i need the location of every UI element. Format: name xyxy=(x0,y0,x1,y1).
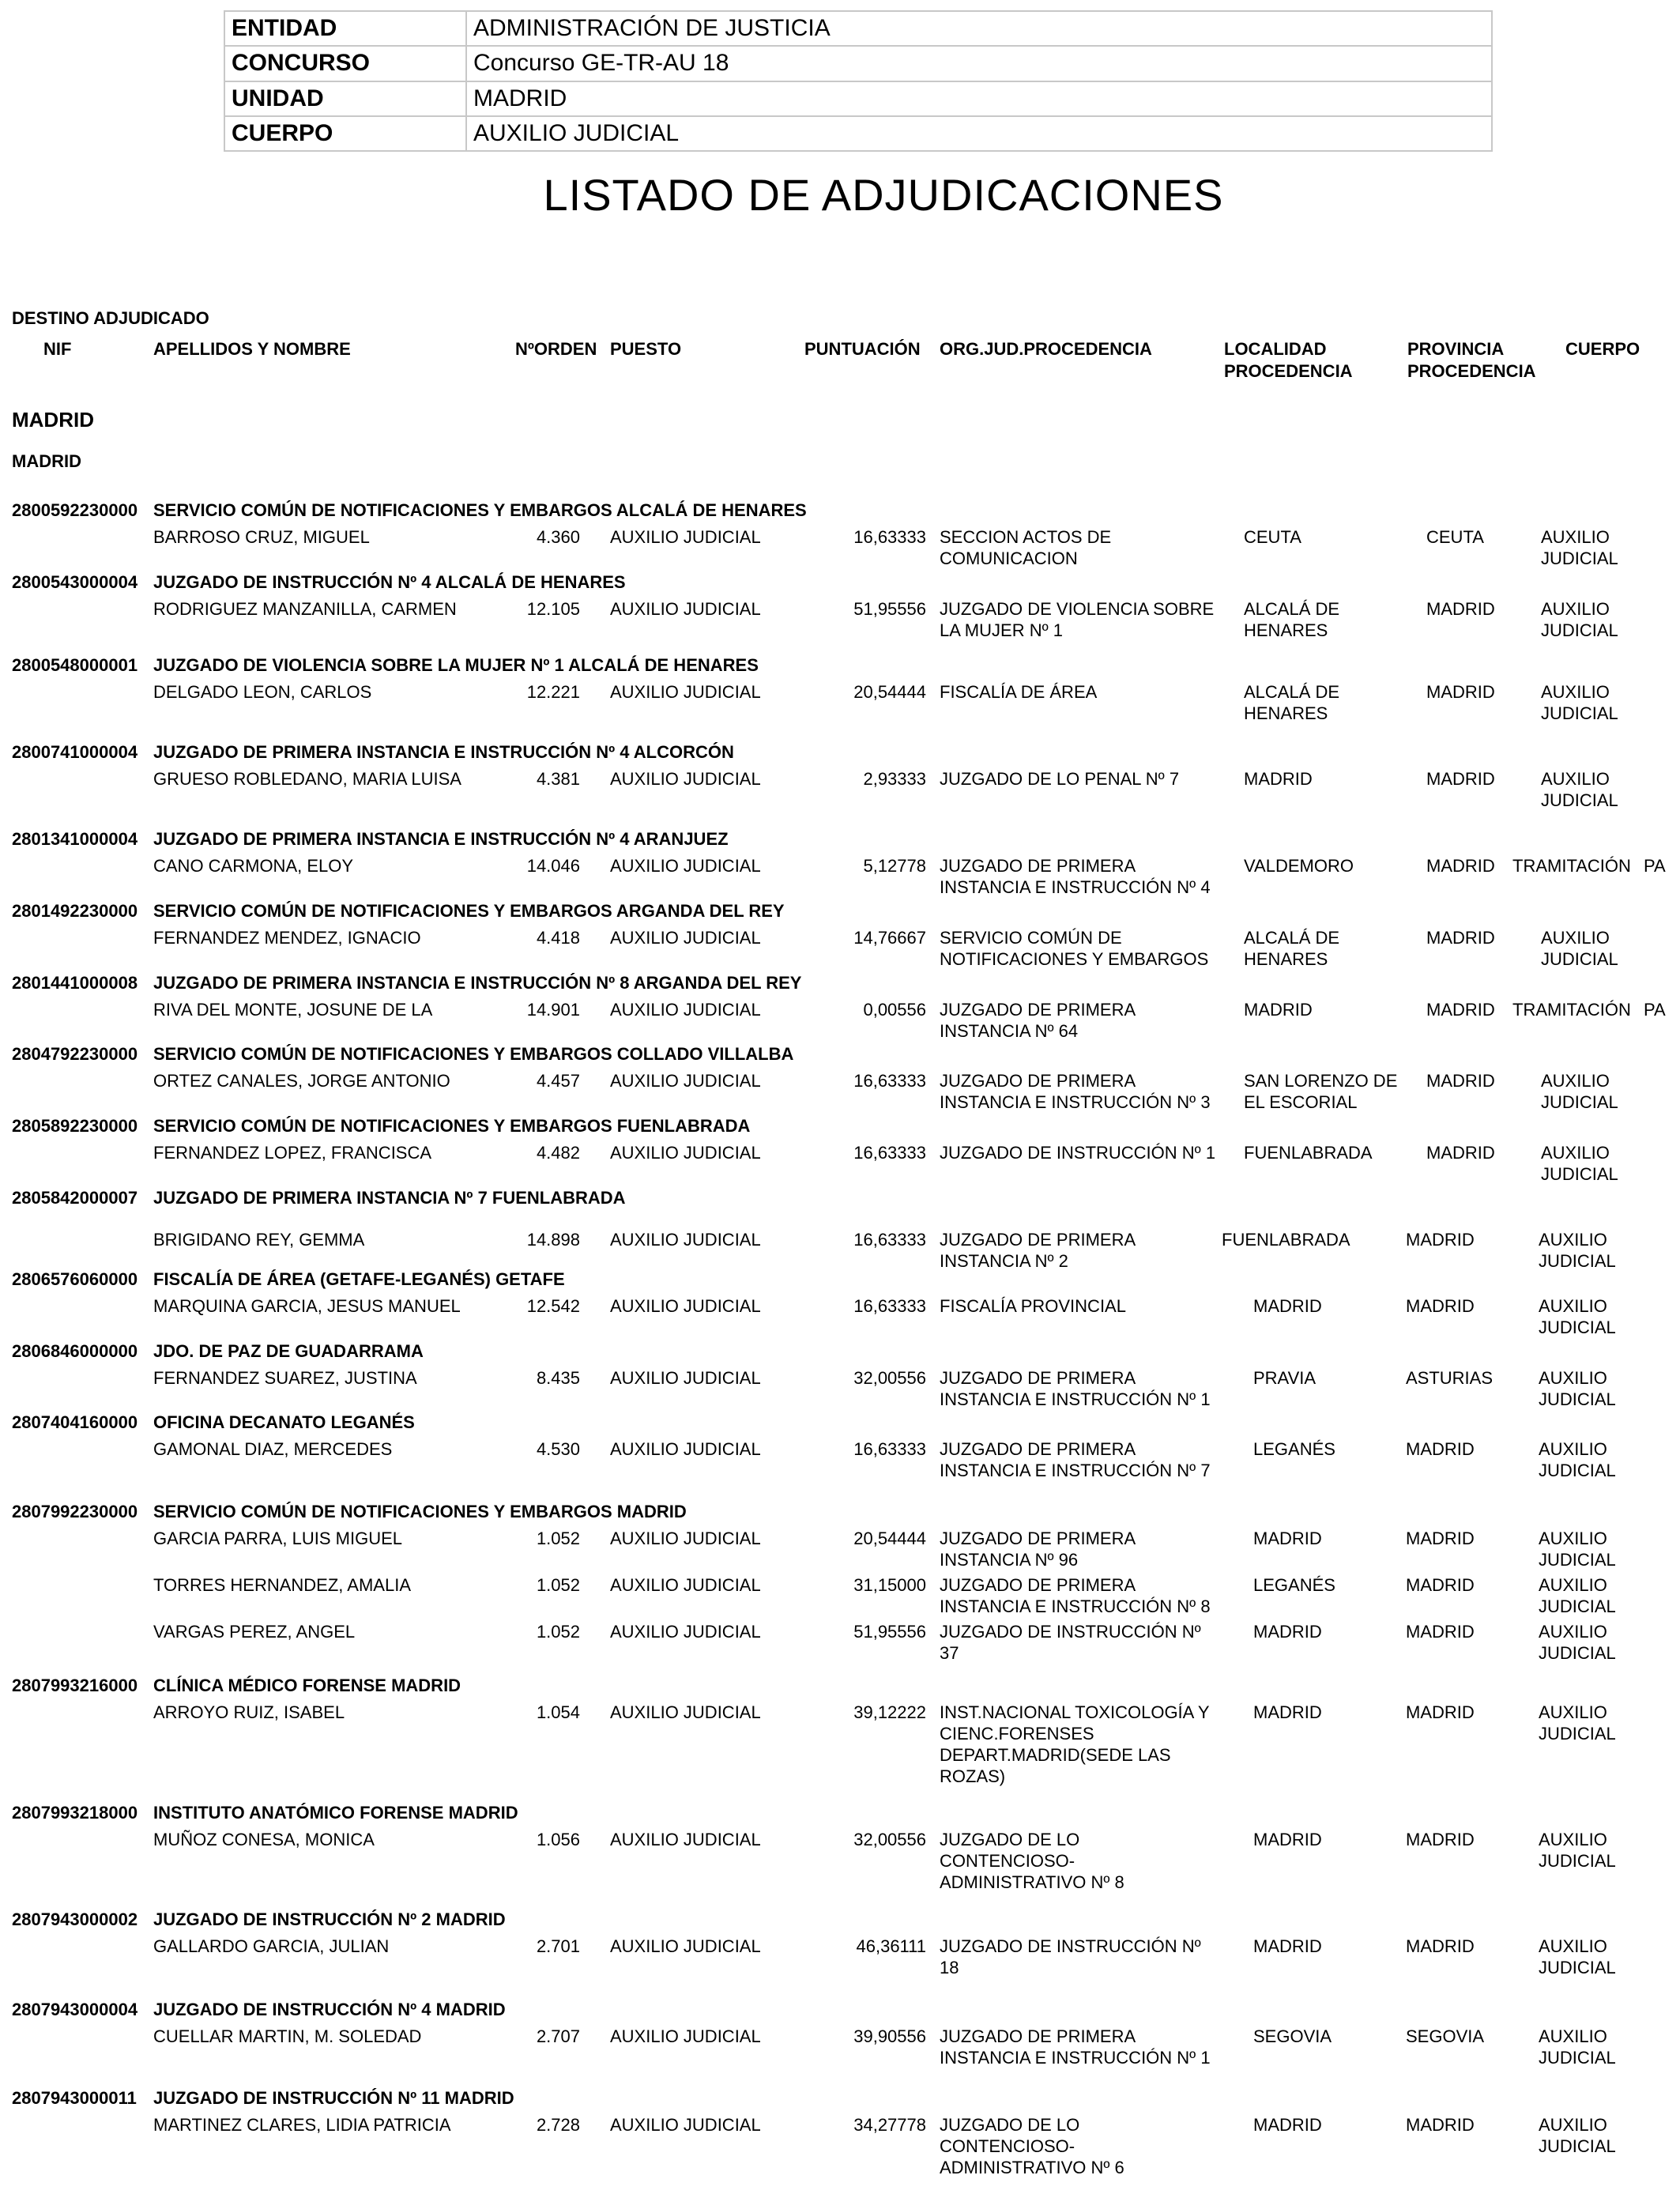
destino-org: CLÍNICA MÉDICO FORENSE MADRID xyxy=(153,1676,461,1695)
cell-provincia: MADRID xyxy=(1426,769,1495,789)
cell-orden: 12.221 xyxy=(526,682,580,702)
cell-localidad: MADRID xyxy=(1253,1830,1322,1849)
adjudicacion-row xyxy=(0,999,1680,1046)
destino-org: OFICINA DECANATO LEGANÉS xyxy=(153,1412,415,1432)
destino-nif: 2801441000008 xyxy=(12,973,138,993)
destino-nif: 2807993218000 xyxy=(12,1803,138,1823)
cell-puntuacion: 39,90556 xyxy=(853,2026,926,2046)
col-nif: NIF xyxy=(43,339,72,359)
destino-group xyxy=(0,1412,1680,1486)
destino-org: JUZGADO DE PRIMERA INSTANCIA Nº 7 FUENLABRADA xyxy=(153,1188,626,1208)
destino-org: SERVICIO COMÚN DE NOTIFICACIONES Y EMBARGOS COLLADO VILLALBA xyxy=(153,1044,794,1064)
destino-header: DESTINO ADJUDICADO xyxy=(12,308,209,328)
info-key: CUERPO xyxy=(224,116,466,151)
cell-nombre: CANO CARMONA, ELOY xyxy=(153,856,354,876)
cell-nombre: GAMONAL DIAZ, MERCEDES xyxy=(153,1439,393,1459)
cell-puntuacion: 0,00556 xyxy=(863,1000,926,1020)
cell-puesto: AUXILIO JUDICIAL xyxy=(610,682,761,702)
cell-puntuacion: 20,54444 xyxy=(853,1529,926,1548)
cell-org-procedencia: SECCION ACTOS DE COMUNICACION xyxy=(940,527,1112,568)
cell-org-procedencia: JUZGADO DE PRIMERA INSTANCIA E INSTRUCCIÓN Nº 1 xyxy=(940,1368,1211,1409)
cell-provincia: MADRID xyxy=(1406,1439,1475,1459)
destino-org: FISCALÍA DE ÁREA (GETAFE-LEGANÉS) GETAFE xyxy=(153,1269,565,1289)
col-apellidos: APELLIDOS Y NOMBRE xyxy=(153,339,351,359)
cell-cuerpo: AUXILIO JUDICIAL xyxy=(1541,682,1618,723)
info-value: Concurso GE-TR-AU 18 xyxy=(466,46,1492,81)
cell-nombre: MUÑOZ CONESA, MONICA xyxy=(153,1830,375,1849)
adjudicacion-row xyxy=(0,1070,1680,1118)
cell-orden: 1.054 xyxy=(536,1702,580,1722)
cell-cuerpo: TRAMITACIÓN xyxy=(1512,1000,1631,1020)
destino-nif: 2807993216000 xyxy=(12,1676,138,1695)
cell-localidad: CEUTA xyxy=(1244,527,1301,547)
cell-nombre: ARROYO RUIZ, ISABEL xyxy=(153,1702,345,1722)
cell-localidad: ALCALÁ DE HENARES xyxy=(1244,599,1340,640)
cell-localidad: MADRID xyxy=(1253,1702,1322,1722)
cell-puntuacion: 14,76667 xyxy=(853,928,926,948)
cell-org-procedencia: SERVICIO COMÚN DE NOTIFICACIONES Y EMBARGOS xyxy=(940,928,1209,969)
adjudicacion-row xyxy=(0,1367,1680,1415)
cell-cuerpo: AUXILIO JUDICIAL xyxy=(1541,1071,1618,1112)
cell-orden: 12.105 xyxy=(526,599,580,619)
destino-org: JUZGADO DE PRIMERA INSTANCIA E INSTRUCCIÓN Nº 8 ARGANDA DEL REY xyxy=(153,973,802,993)
adjudicacion-row xyxy=(0,768,1680,816)
cell-cuerpo: AUXILIO JUDICIAL xyxy=(1539,1529,1616,1570)
cell-cuerpo: AUXILIO JUDICIAL xyxy=(1541,928,1618,969)
destino-group xyxy=(0,2000,1680,2073)
cell-puntuacion: 16,63333 xyxy=(853,1296,926,1316)
destino-group xyxy=(0,572,1680,646)
cell-puntuacion: 16,63333 xyxy=(853,1230,926,1250)
cell-puesto: AUXILIO JUDICIAL xyxy=(610,1143,761,1163)
cell-puesto: AUXILIO JUDICIAL xyxy=(610,1071,761,1091)
adjudicacion-row xyxy=(0,1702,1680,1796)
destino-nif: 2805892230000 xyxy=(12,1116,138,1136)
cell-puesto: AUXILIO JUDICIAL xyxy=(610,1439,761,1459)
cell-nombre: DELGADO LEON, CARLOS xyxy=(153,682,372,702)
cell-cuerpo: AUXILIO JUDICIAL xyxy=(1539,1702,1616,1744)
adjudicacion-row xyxy=(0,1574,1680,1621)
cell-puesto: AUXILIO JUDICIAL xyxy=(610,1000,761,1020)
info-key: CONCURSO xyxy=(224,46,466,81)
cell-cuerpo: AUXILIO JUDICIAL xyxy=(1539,1296,1616,1337)
cell-provincia: MADRID xyxy=(1426,1071,1495,1091)
col-cuerpo: CUERPO xyxy=(1565,339,1640,359)
destino-org: SERVICIO COMÚN DE NOTIFICACIONES Y EMBARGOS ALCALÁ DE HENARES xyxy=(153,500,807,520)
cell-localidad: SAN LORENZO DE EL ESCORIAL xyxy=(1244,1071,1398,1112)
cell-org-procedencia: JUZGADO DE INSTRUCCIÓN Nº 18 xyxy=(940,1936,1201,1977)
adjudicacion-row xyxy=(0,1829,1680,1900)
cell-orden: 1.052 xyxy=(536,1529,580,1548)
cell-org-procedencia: JUZGADO DE PRIMERA INSTANCIA E INSTRUCCIÓN Nº 8 xyxy=(940,1575,1211,1616)
cell-localidad: FUENLABRADA xyxy=(1244,1143,1373,1163)
cell-puntuacion: 39,12222 xyxy=(853,1702,926,1722)
cell-org-procedencia: JUZGADO DE PRIMERA INSTANCIA Nº 2 xyxy=(940,1230,1135,1271)
cell-cuerpo: AUXILIO JUDICIAL xyxy=(1539,1439,1616,1480)
destino-row xyxy=(0,1116,1680,1142)
cell-provincia: MADRID xyxy=(1426,599,1495,619)
cell-cuerpo: AUXILIO JUDICIAL xyxy=(1539,1936,1616,1977)
cell-cuerpo-extra: PA xyxy=(1644,1000,1666,1020)
cell-org-procedencia: JUZGADO DE LO PENAL Nº 7 xyxy=(940,769,1180,789)
cell-puesto: AUXILIO JUDICIAL xyxy=(610,928,761,948)
cell-localidad: VALDEMORO xyxy=(1244,856,1354,876)
cell-puesto: AUXILIO JUDICIAL xyxy=(610,1830,761,1849)
cell-puesto: AUXILIO JUDICIAL xyxy=(610,1230,761,1250)
destino-group xyxy=(0,1502,1680,1668)
cell-puntuacion: 31,15000 xyxy=(853,1575,926,1595)
cell-puesto: AUXILIO JUDICIAL xyxy=(610,527,761,547)
cell-puntuacion: 16,63333 xyxy=(853,1071,926,1091)
cell-cuerpo: AUXILIO JUDICIAL xyxy=(1539,2115,1616,2156)
cell-org-procedencia: JUZGADO DE PRIMERA INSTANCIA E INSTRUCCIÓN Nº 3 xyxy=(940,1071,1211,1112)
destino-group xyxy=(0,1909,1680,1983)
adjudicacion-row xyxy=(0,1142,1680,1189)
cell-localidad: SEGOVIA xyxy=(1253,2026,1332,2046)
cell-puntuacion: 16,63333 xyxy=(853,527,926,547)
cell-cuerpo: TRAMITACIÓN xyxy=(1512,856,1631,876)
col-org: ORG.JUD.PROCEDENCIA xyxy=(940,339,1152,359)
destino-row xyxy=(0,829,1680,855)
destino-org: JUZGADO DE INSTRUCCIÓN Nº 2 MADRID xyxy=(153,1909,506,1929)
cell-org-procedencia: JUZGADO DE INSTRUCCIÓN Nº 1 xyxy=(940,1143,1216,1163)
info-row-entidad xyxy=(224,11,1492,46)
destino-org: SERVICIO COMÚN DE NOTIFICACIONES Y EMBARGOS MADRID xyxy=(153,1502,687,1521)
cell-cuerpo-extra: PA xyxy=(1644,856,1666,876)
cell-provincia: ASTURIAS xyxy=(1406,1368,1494,1388)
cell-puesto: AUXILIO JUDICIAL xyxy=(610,1702,761,1722)
destino-org: INSTITUTO ANATÓMICO FORENSE MADRID xyxy=(153,1803,518,1823)
info-value: AUXILIO JUDICIAL xyxy=(466,116,1492,151)
cell-localidad: FUENLABRADA xyxy=(1222,1230,1350,1250)
info-value: ADMINISTRACIÓN DE JUSTICIA xyxy=(466,11,1492,46)
destino-group xyxy=(0,1341,1680,1415)
cell-puesto: AUXILIO JUDICIAL xyxy=(610,769,761,789)
cell-localidad: LEGANÉS xyxy=(1253,1439,1335,1459)
cell-orden: 14.898 xyxy=(526,1230,580,1250)
destino-row xyxy=(0,500,1680,526)
cell-org-procedencia: JUZGADO DE VIOLENCIA SOBRE LA MUJER Nº 1 xyxy=(940,599,1215,640)
destino-group xyxy=(0,500,1680,574)
cell-localidad: MADRID xyxy=(1244,769,1313,789)
destino-group xyxy=(0,1803,1680,1900)
cell-nombre: GARCIA PARRA, LUIS MIGUEL xyxy=(153,1529,403,1548)
adjudicacion-row xyxy=(0,1621,1680,1668)
cell-provincia: MADRID xyxy=(1426,682,1495,702)
cell-orden: 4.381 xyxy=(536,769,580,789)
cell-puntuacion: 16,63333 xyxy=(853,1143,926,1163)
cell-cuerpo: AUXILIO JUDICIAL xyxy=(1539,2026,1616,2068)
destino-row xyxy=(0,1044,1680,1070)
cell-puntuacion: 32,00556 xyxy=(853,1368,926,1388)
cell-org-procedencia: JUZGADO DE INSTRUCCIÓN Nº 37 xyxy=(940,1622,1201,1663)
destino-row xyxy=(0,973,1680,999)
cell-provincia: MADRID xyxy=(1406,1529,1475,1548)
destino-org: JUZGADO DE INSTRUCCIÓN Nº 11 MADRID xyxy=(153,2088,514,2108)
cell-localidad: LEGANÉS xyxy=(1253,1575,1335,1595)
adjudicacion-row xyxy=(0,681,1680,729)
destino-row xyxy=(0,901,1680,927)
cell-cuerpo: AUXILIO JUDICIAL xyxy=(1539,1830,1616,1871)
adjudicacion-row xyxy=(0,2026,1680,2073)
destino-nif: 2807992230000 xyxy=(12,1502,138,1521)
cell-provincia: MADRID xyxy=(1406,1622,1475,1642)
cell-org-procedencia: FISCALÍA PROVINCIAL xyxy=(940,1296,1126,1316)
cell-orden: 14.901 xyxy=(526,1000,580,1020)
cell-nombre: FERNANDEZ MENDEZ, IGNACIO xyxy=(153,928,421,948)
destino-group xyxy=(0,1044,1680,1118)
destino-row xyxy=(0,1676,1680,1702)
info-value: MADRID xyxy=(466,81,1492,116)
destino-org: SERVICIO COMÚN DE NOTIFICACIONES Y EMBARGOS ARGANDA DEL REY xyxy=(153,901,785,921)
cell-org-procedencia: JUZGADO DE PRIMERA INSTANCIA Nº 96 xyxy=(940,1529,1135,1570)
destino-org: JUZGADO DE PRIMERA INSTANCIA E INSTRUCCIÓN Nº 4 ARANJUEZ xyxy=(153,829,729,849)
adjudicacion-row xyxy=(0,598,1680,646)
col-puntuacion: PUNTUACIÓN xyxy=(804,339,921,359)
cell-puntuacion: 32,00556 xyxy=(853,1830,926,1849)
destino-nif: 2804792230000 xyxy=(12,1044,138,1064)
cell-orden: 14.046 xyxy=(526,856,580,876)
destino-group xyxy=(0,829,1680,903)
cell-provincia: MADRID xyxy=(1426,928,1495,948)
cell-cuerpo: AUXILIO JUDICIAL xyxy=(1539,1368,1616,1409)
destino-row xyxy=(0,1502,1680,1528)
col-orden: NºORDEN xyxy=(515,339,597,359)
cell-orden: 8.435 xyxy=(536,1368,580,1388)
destino-nif: 2807943000004 xyxy=(12,2000,138,2019)
cell-provincia: CEUTA xyxy=(1426,527,1484,547)
cell-nombre: FERNANDEZ LOPEZ, FRANCISCA xyxy=(153,1143,432,1163)
cell-nombre: RODRIGUEZ MANZANILLA, CARMEN xyxy=(153,599,457,619)
cell-puesto: AUXILIO JUDICIAL xyxy=(610,1575,761,1595)
cell-cuerpo: AUXILIO JUDICIAL xyxy=(1539,1230,1616,1271)
destino-org: SERVICIO COMÚN DE NOTIFICACIONES Y EMBARGOS FUENLABRADA xyxy=(153,1116,751,1136)
cell-puntuacion: 20,54444 xyxy=(853,682,926,702)
destino-group xyxy=(0,742,1680,816)
cell-nombre: MARTINEZ CLARES, LIDIA PATRICIA xyxy=(153,2115,451,2135)
cell-provincia: MADRID xyxy=(1406,1296,1475,1316)
cell-cuerpo: AUXILIO JUDICIAL xyxy=(1539,1575,1616,1616)
cell-provincia: SEGOVIA xyxy=(1406,2026,1485,2046)
destino-row xyxy=(0,1269,1680,1295)
destino-nif: 2800543000004 xyxy=(12,572,138,592)
cell-nombre: RIVA DEL MONTE, JOSUNE DE LA xyxy=(153,1000,433,1020)
col-localidad: LOCALIDAD PROCEDENCIA xyxy=(1224,339,1353,381)
adjudicacion-row xyxy=(0,2114,1680,2185)
destino-nif: 2801492230000 xyxy=(12,901,138,921)
destino-row xyxy=(0,1412,1680,1438)
cell-puntuacion: 2,93333 xyxy=(863,769,926,789)
cell-org-procedencia: JUZGADO DE PRIMERA INSTANCIA E INSTRUCCIÓN Nº 7 xyxy=(940,1439,1211,1480)
cell-localidad: MADRID xyxy=(1244,1000,1313,1020)
cell-provincia: MADRID xyxy=(1426,856,1495,876)
adjudicacion-row xyxy=(0,526,1680,574)
cell-puesto: AUXILIO JUDICIAL xyxy=(610,856,761,876)
info-row-unidad xyxy=(224,81,1492,116)
cell-orden: 1.052 xyxy=(536,1622,580,1642)
destino-nif: 2801341000004 xyxy=(12,829,138,849)
destino-row xyxy=(0,655,1680,681)
cell-org-procedencia: INST.NACIONAL TOXICOLOGÍA Y CIENC.FORENSES DEPART.MADRID(SEDE LAS ROZAS) xyxy=(940,1702,1210,1786)
destino-group xyxy=(0,901,1680,974)
destino-nif: 2800741000004 xyxy=(12,742,138,762)
cell-nombre: TORRES HERNANDEZ, AMALIA xyxy=(153,1575,411,1595)
cell-localidad: ALCALÁ DE HENARES xyxy=(1244,928,1340,969)
cell-orden: 4.457 xyxy=(536,1071,580,1091)
destino-row xyxy=(0,1909,1680,1936)
destino-nif: 2807943000011 xyxy=(12,2088,137,2108)
cell-localidad: MADRID xyxy=(1253,1529,1322,1548)
col-provincia: PROVINCIA PROCEDENCIA xyxy=(1407,339,1536,381)
cell-orden: 1.052 xyxy=(536,1575,580,1595)
destino-row xyxy=(0,742,1680,768)
destino-nif: 2807943000002 xyxy=(12,1909,138,1929)
destino-org: JDO. DE PAZ DE GUADARRAMA xyxy=(153,1341,424,1361)
section-province: MADRID xyxy=(12,408,94,432)
cell-nombre: FERNANDEZ SUAREZ, JUSTINA xyxy=(153,1368,417,1388)
cell-nombre: GRUESO ROBLEDANO, MARIA LUISA xyxy=(153,769,461,789)
cell-localidad: MADRID xyxy=(1253,1296,1322,1316)
cell-org-procedencia: FISCALÍA DE ÁREA xyxy=(940,682,1098,702)
destino-group xyxy=(0,1269,1680,1343)
destino-nif: 2807404160000 xyxy=(12,1412,138,1432)
cell-provincia: MADRID xyxy=(1406,1575,1475,1595)
cell-localidad: PRAVIA xyxy=(1253,1368,1317,1388)
destino-row xyxy=(0,572,1680,598)
cell-provincia: MADRID xyxy=(1406,1702,1475,1722)
adjudicacion-row xyxy=(0,1528,1680,1574)
destino-row xyxy=(0,2000,1680,2026)
cell-cuerpo: AUXILIO JUDICIAL xyxy=(1541,1143,1618,1184)
cell-puntuacion: 16,63333 xyxy=(853,1439,926,1459)
cell-localidad: MADRID xyxy=(1253,2115,1322,2135)
destino-group xyxy=(0,1116,1680,1189)
destino-nif: 2806576060000 xyxy=(12,1269,138,1289)
cell-puntuacion: 46,36111 xyxy=(856,1936,926,1956)
destino-org: JUZGADO DE VIOLENCIA SOBRE LA MUJER Nº 1 ALCALÁ DE HENARES xyxy=(153,655,759,675)
cell-cuerpo: AUXILIO JUDICIAL xyxy=(1539,1622,1616,1663)
cell-provincia: MADRID xyxy=(1426,1000,1495,1020)
cell-orden: 4.418 xyxy=(536,928,580,948)
destino-group xyxy=(0,973,1680,1046)
destino-row xyxy=(0,2088,1680,2114)
cell-org-procedencia: JUZGADO DE PRIMERA INSTANCIA E INSTRUCCIÓN Nº 4 xyxy=(940,856,1211,897)
adjudicacion-row xyxy=(0,855,1680,903)
cell-nombre: GALLARDO GARCIA, JULIAN xyxy=(153,1936,390,1956)
section-locality: MADRID xyxy=(12,451,81,471)
cell-localidad: MADRID xyxy=(1253,1936,1322,1956)
cell-localidad: MADRID xyxy=(1253,1622,1322,1642)
cell-puesto: AUXILIO JUDICIAL xyxy=(610,1296,761,1316)
destino-group xyxy=(0,1676,1680,1796)
cell-org-procedencia: JUZGADO DE LO CONTENCIOSO-ADMINISTRATIVO Nº 6 xyxy=(940,2115,1124,2177)
cell-puesto: AUXILIO JUDICIAL xyxy=(610,1529,761,1548)
cell-provincia: MADRID xyxy=(1406,1830,1475,1849)
cell-puntuacion: 51,95556 xyxy=(853,599,926,619)
cell-org-procedencia: JUZGADO DE LO CONTENCIOSO-ADMINISTRATIVO Nº 8 xyxy=(940,1830,1124,1892)
destino-org: JUZGADO DE INSTRUCCIÓN Nº 4 ALCALÁ DE HENARES xyxy=(153,572,626,592)
destino-nif: 2805842000007 xyxy=(12,1188,138,1208)
info-key: UNIDAD xyxy=(224,81,466,116)
cell-puesto: AUXILIO JUDICIAL xyxy=(610,2026,761,2046)
destino-org: JUZGADO DE PRIMERA INSTANCIA E INSTRUCCIÓN Nº 4 ALCORCÓN xyxy=(153,742,734,762)
cell-nombre: BARROSO CRUZ, MIGUEL xyxy=(153,527,370,547)
destino-row xyxy=(0,1188,1680,1229)
cell-nombre: CUELLAR MARTIN, M. SOLEDAD xyxy=(153,2026,422,2046)
info-row-concurso xyxy=(224,46,1492,81)
destino-row xyxy=(0,1803,1680,1829)
cell-nombre: VARGAS PEREZ, ANGEL xyxy=(153,1622,356,1642)
cell-cuerpo: AUXILIO JUDICIAL xyxy=(1541,599,1618,640)
destino-nif: 2806846000000 xyxy=(12,1341,138,1361)
cell-cuerpo: AUXILIO JUDICIAL xyxy=(1541,769,1618,810)
cell-nombre: BRIGIDANO REY, GEMMA xyxy=(153,1230,365,1250)
cell-puesto: AUXILIO JUDICIAL xyxy=(610,599,761,619)
col-puesto: PUESTO xyxy=(610,339,682,359)
cell-provincia: MADRID xyxy=(1406,1230,1475,1250)
cell-puesto: AUXILIO JUDICIAL xyxy=(610,1368,761,1388)
cell-org-procedencia: JUZGADO DE PRIMERA INSTANCIA E INSTRUCCIÓN Nº 1 xyxy=(940,2026,1211,2068)
cell-orden: 4.530 xyxy=(536,1439,580,1459)
cell-nombre: ORTEZ CANALES, JORGE ANTONIO xyxy=(153,1071,450,1091)
destino-group xyxy=(0,655,1680,729)
cell-orden: 1.056 xyxy=(536,1830,580,1849)
cell-puesto: AUXILIO JUDICIAL xyxy=(610,2115,761,2135)
cell-orden: 2.728 xyxy=(536,2115,580,2135)
info-row-cuerpo xyxy=(224,116,1492,151)
destino-group xyxy=(0,2088,1680,2185)
info-key: ENTIDAD xyxy=(224,11,466,46)
cell-puntuacion: 51,95556 xyxy=(853,1622,926,1642)
cell-puntuacion: 34,27778 xyxy=(853,2115,926,2135)
cell-orden: 2.701 xyxy=(536,1936,580,1956)
destino-org: JUZGADO DE INSTRUCCIÓN Nº 4 MADRID xyxy=(153,2000,506,2019)
destino-nif: 2800548000001 xyxy=(12,655,138,675)
destino-row xyxy=(0,1341,1680,1367)
adjudicacion-row xyxy=(0,927,1680,974)
cell-provincia: MADRID xyxy=(1406,1936,1475,1956)
cell-puesto: AUXILIO JUDICIAL xyxy=(610,1936,761,1956)
cell-orden: 4.360 xyxy=(536,527,580,547)
adjudicacion-row xyxy=(0,1295,1680,1343)
cell-localidad: ALCALÁ DE HENARES xyxy=(1244,682,1340,723)
page-title: LISTADO DE ADJUDICACIONES xyxy=(543,170,1224,220)
cell-nombre: MARQUINA GARCIA, JESUS MANUEL xyxy=(153,1296,461,1316)
cell-org-procedencia: JUZGADO DE PRIMERA INSTANCIA Nº 64 xyxy=(940,1000,1135,1041)
cell-provincia: MADRID xyxy=(1426,1143,1495,1163)
cell-orden: 12.542 xyxy=(526,1296,580,1316)
info-table xyxy=(224,10,1493,152)
destino-nif: 2800592230000 xyxy=(12,500,138,520)
destino-group xyxy=(0,1188,1680,1276)
cell-orden: 4.482 xyxy=(536,1143,580,1163)
cell-orden: 2.707 xyxy=(536,2026,580,2046)
cell-puesto: AUXILIO JUDICIAL xyxy=(610,1622,761,1642)
cell-puntuacion: 5,12778 xyxy=(863,856,926,876)
adjudicacion-row xyxy=(0,1438,1680,1486)
cell-provincia: MADRID xyxy=(1406,2115,1475,2135)
cell-cuerpo: AUXILIO JUDICIAL xyxy=(1541,527,1618,568)
adjudicacion-row xyxy=(0,1936,1680,1983)
